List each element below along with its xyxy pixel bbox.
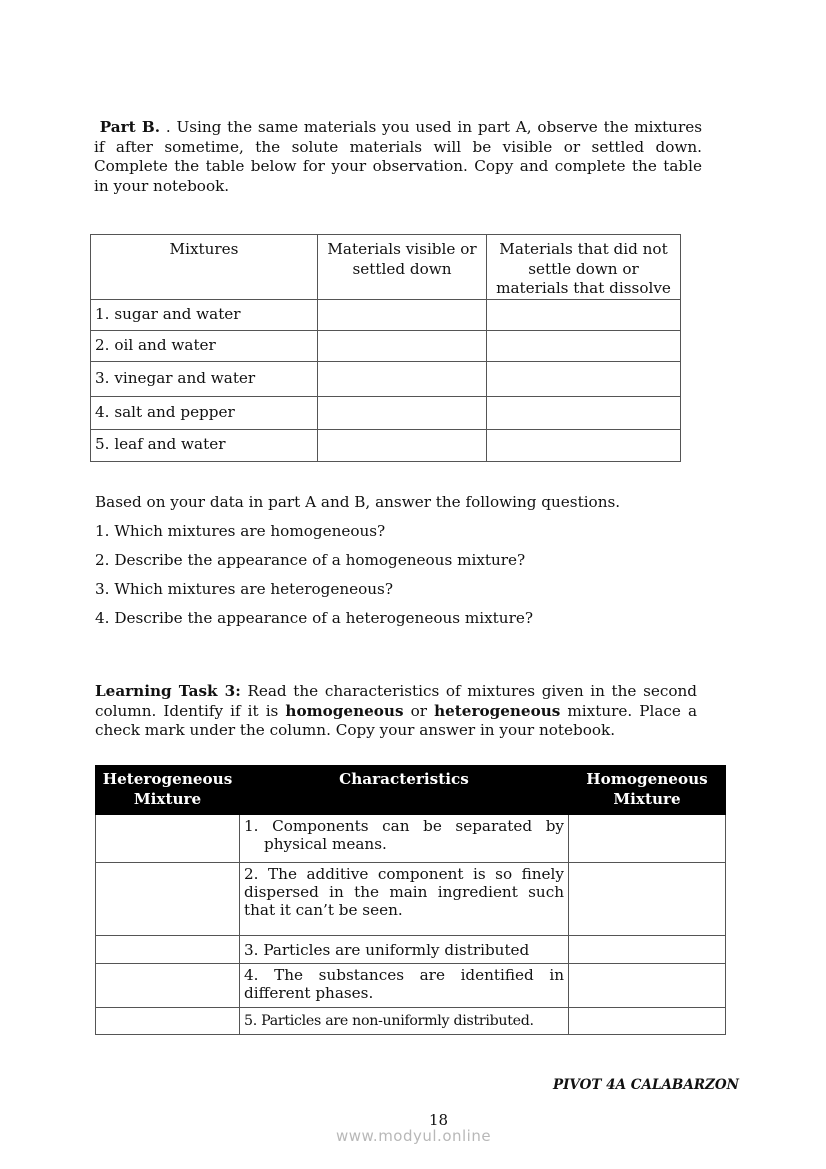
characteristic-cell: 4. The substances are identified in different phases. <box>240 964 569 1008</box>
header-mixtures: Mixtures <box>91 235 318 300</box>
part-b-text: . Using the same materials you used in part A, observe the mixtures if after sometime, the solute materials will be visible or settled down. Complete the table below for your observation. Copy and complete the table in your notebook. <box>94 118 702 195</box>
table-row <box>96 936 726 964</box>
homogeneous-check-cell[interactable] <box>569 863 726 936</box>
visible-cell[interactable] <box>318 299 487 330</box>
heterogeneous-check-cell[interactable] <box>96 815 240 863</box>
mixture-cell: 2. oil and water <box>91 330 318 361</box>
visible-cell[interactable] <box>318 361 487 396</box>
part-b-label: Part B. <box>99 118 161 136</box>
table-row <box>91 299 681 330</box>
heterogeneous-check-cell[interactable] <box>96 1008 240 1035</box>
characteristic-cell: 3. Particles are uniformly distributed <box>240 936 569 964</box>
header-dissolved: Materials that did not settle down or materials that dissolve <box>487 235 681 300</box>
characteristics-table-header <box>96 766 726 815</box>
header-homogeneous: Homogeneous Mixture <box>569 766 726 815</box>
learning-task-3-text: or <box>403 701 435 720</box>
keyword-heterogeneous: heterogeneous <box>434 701 561 720</box>
heterogeneous-check-cell[interactable] <box>96 936 240 964</box>
table-row <box>96 1008 726 1035</box>
table-row <box>96 863 726 936</box>
table-row <box>96 815 726 863</box>
learning-task-3-text: mixture. Place a check mark under the column. Copy your answer in your notebook. <box>95 701 697 739</box>
characteristic-cell: 2. The additive component is so finely dispersed in the main ingredient such that it can’t be seen. <box>240 863 569 936</box>
observation-table <box>90 234 681 462</box>
question-1: 1. Which mixtures are homogeneous? <box>95 522 386 540</box>
learning-task-3-instructions <box>95 682 697 741</box>
observation-table-header <box>91 235 681 300</box>
footer-source: PIVOT 4A CALABARZON <box>552 1077 739 1093</box>
learning-task-3-text: Read the characteristics of mixtures given in the second column. Identify if it is <box>95 682 698 720</box>
heterogeneous-check-cell[interactable] <box>96 964 240 1008</box>
dissolved-cell[interactable] <box>487 429 681 461</box>
questions-intro: Based on your data in part A and B, answer the following questions. <box>95 493 621 511</box>
visible-cell[interactable] <box>318 429 487 461</box>
learning-task-3-label: Learning Task 3: <box>95 682 241 700</box>
table-row <box>91 429 681 461</box>
header-visible-settled: Materials visible or settled down <box>318 235 487 300</box>
visible-cell[interactable] <box>318 330 487 361</box>
question-2: 2. Describe the appearance of a homogeneous mixture? <box>95 551 526 569</box>
question-4: 4. Describe the appearance of a heterogeneous mixture? <box>95 609 533 627</box>
header-heterogeneous: Heterogeneous Mixture <box>96 766 240 815</box>
mixture-cell: 3. vinegar and water <box>91 361 318 396</box>
mixture-cell: 5. leaf and water <box>91 429 318 461</box>
dissolved-cell[interactable] <box>487 299 681 330</box>
dissolved-cell[interactable] <box>487 396 681 429</box>
homogeneous-check-cell[interactable] <box>569 964 726 1008</box>
homogeneous-check-cell[interactable] <box>569 1008 726 1035</box>
table-row <box>91 330 681 361</box>
characteristics-table <box>95 765 726 1035</box>
homogeneous-check-cell[interactable] <box>569 815 726 863</box>
mixture-cell: 1. sugar and water <box>91 299 318 330</box>
dissolved-cell[interactable] <box>487 330 681 361</box>
homogeneous-check-cell[interactable] <box>569 936 726 964</box>
watermark: www.modyul.online <box>336 1127 492 1145</box>
visible-cell[interactable] <box>318 396 487 429</box>
header-characteristics: Characteristics <box>240 766 569 815</box>
part-b-instructions <box>94 118 702 196</box>
characteristic-cell: 1. Components can be separated by physical means. <box>240 815 569 863</box>
characteristic-cell: 5. Particles are non-uniformly distributed. <box>240 1008 569 1035</box>
page-number: 18 <box>429 1111 449 1129</box>
heterogeneous-check-cell[interactable] <box>96 863 240 936</box>
keyword-homogeneous: homogeneous <box>285 701 404 720</box>
dissolved-cell[interactable] <box>487 361 681 396</box>
table-row <box>96 964 726 1008</box>
table-row <box>91 361 681 396</box>
table-row <box>91 396 681 429</box>
question-3: 3. Which mixtures are heterogeneous? <box>95 580 393 598</box>
mixture-cell: 4. salt and pepper <box>91 396 318 429</box>
